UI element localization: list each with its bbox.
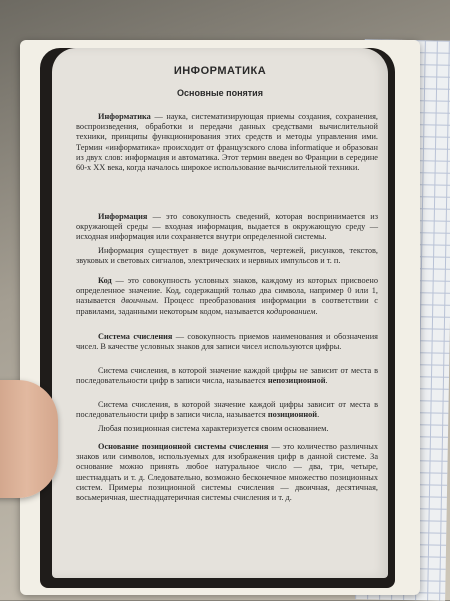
paragraph-text: Система счисления, в которой значение каждой цифры зависит от места в последовательности цифр в записи числа, называется xyxy=(76,400,378,420)
paragraph-text: Информация существует в виде документов, чертежей, рисунков, текстов, звуковых и световых сигналов, электрических и нервных импульсов и т. п. xyxy=(76,246,378,266)
page-subtitle: Основные понятия xyxy=(177,88,263,98)
term: Информация xyxy=(98,212,148,221)
term: Система счисления xyxy=(98,332,173,341)
paragraph-text: . xyxy=(325,376,328,386)
paragraph-text: Система счисления, в которой значение каждой цифры не зависит от места в последовательности цифр в записи числа, называется xyxy=(76,366,378,386)
paragraph-text: . xyxy=(317,410,320,420)
paragraph-text: — это совокупность условных знаков, каждому из которых присвоено определенное значение. Код, содержащий только два символа, например 0 или 1, называется xyxy=(76,276,378,306)
emphasis: кодированием xyxy=(266,306,316,316)
paragraph-text: — совокупность приемов наименования и обозначения чисел. В качестве условных знаков для записи чисел используются цифры. xyxy=(76,332,378,352)
term: Информатика xyxy=(98,112,151,121)
paragraph-text: — это количество различных знаков или символов, используемых для изображения цифр в данной системе. За основание можно принять любое натуральное число — два, три, четыре, шестнадцать и т. д. Следовательно, возможно бесконечное множество позиционных систем. Примеры позиционной системы счисления — двоичная, десятичная, восьмеричная, шестнадцатеричная системы счисления и т. д. xyxy=(76,442,378,503)
paragraph-text: Любая позиционная система характеризуется своим основанием. xyxy=(98,424,329,433)
paragraph-information-forms xyxy=(76,246,378,266)
paragraph-text: . xyxy=(315,306,318,316)
paragraph-information xyxy=(76,212,378,243)
paragraph-text: — это совокупность сведений, которая воспринимается из окружающей среды — входная информация, выдается в окружающую среду — исходная информация или сохраняется внутри определенной системы. xyxy=(76,212,378,242)
term: позиционной xyxy=(267,410,318,420)
paragraph-informatics xyxy=(76,112,378,173)
paragraph-text: — наука, систематизирующая приемы создания, сохранения, воспроизведения, обработки и передачи данных средствами вычислительной техники, принципы функционирования этих средств и методы управления ими. Термин «информатика» происходит от французского слова informatique и образован из двух слов: информация и автоматика. Этот термин введен во Франции в середине 60-х XX века, когда началось широкое использование вычислительной техники. xyxy=(76,112,378,173)
emphasis: двоичным xyxy=(121,296,157,306)
paragraph-nonpositional xyxy=(76,366,378,386)
paragraph-base xyxy=(76,442,378,503)
hand-thumb xyxy=(0,380,58,498)
term: Код xyxy=(98,276,112,285)
paragraph-number-system xyxy=(76,332,378,352)
term: Основание позиционной системы счисления xyxy=(98,442,269,451)
paragraph-positional xyxy=(76,400,378,420)
term: непозиционной xyxy=(267,376,326,386)
paragraph-code xyxy=(76,276,378,317)
paragraph-text: . Процесс преобразования информации в соответствии с правилами, заданными некоторым кодом, называется xyxy=(76,296,378,316)
page-title: ИНФОРМАТИКА xyxy=(173,65,267,77)
notebook-page xyxy=(52,48,388,578)
paragraph-base-note xyxy=(76,424,378,434)
